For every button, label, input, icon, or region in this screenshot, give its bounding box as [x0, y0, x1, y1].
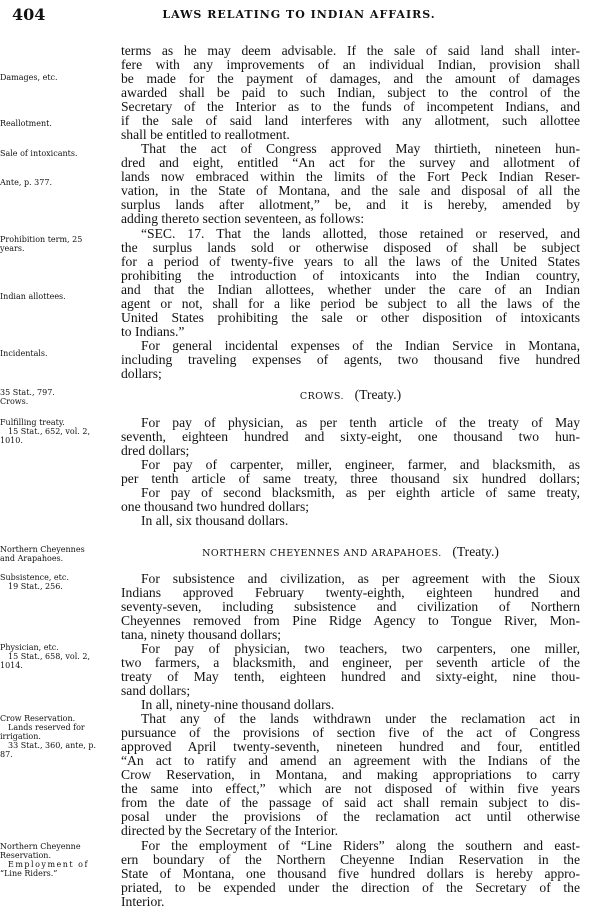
text-line: to Indians.”: [121, 325, 185, 339]
text-line: if the sale of said land interferes with any allotment, such allottee: [121, 114, 580, 128]
margin-note-prohibition-term: Prohibition term, 25 years.: [0, 235, 83, 253]
text-line: surplus lands after allotment,” be, and it is hereby, amended by: [121, 198, 580, 212]
text-line: For general incidental expenses of the Indian Service in Montana,: [141, 339, 580, 353]
text-line: terms as he may deem advisable. If the sale of said land shall inter-: [121, 44, 580, 58]
margin-note-crow-reservation: Crow Reservation. Lands reserved for irrigation. 33 Stat., 360, ante, p. 87.: [0, 714, 97, 759]
margin-note-northern-cheyennes: Northern Cheyennes and Arapahoes.: [0, 545, 85, 563]
margin-note-fulfilling-treaty: Fulfilling treaty. 15 Stat., 652, vol. 2, 1010.: [0, 418, 90, 445]
text-line: For pay of carpenter, miller, engineer, farmer, and blacksmith, as: [141, 458, 580, 472]
text-line: posal under the provisions of the reclamation act until otherwise: [121, 810, 580, 824]
text-line: treaty of May tenth, eighteen hundred and sixty-eight, nine thou-: [121, 670, 580, 684]
margin-note-line-riders: Northern Cheyenne Reservation. Employment of “Line Riders.”: [0, 842, 89, 878]
text-line: be made for the payment of damages, and the amount of damages: [121, 72, 580, 86]
margin-note-physician: Physician, etc. 15 Stat., 658, vol. 2, 1014.: [0, 643, 90, 670]
text-line: prohibiting the introduction of intoxicants into the Indian country,: [121, 269, 580, 283]
text-line: Cheyennes removed from Pine Ridge Agency to Tongue River, Mon-: [121, 614, 580, 628]
text-line: For pay of second blacksmith, as per eighth article of same treaty,: [141, 486, 580, 500]
text-line: fere with any improvements of an individual Indian, provision shall: [121, 58, 580, 72]
text-line: priated, to be expended under the direction of the Secretary of the: [121, 881, 580, 895]
text-line: two farmers, a blacksmith, and engineer, per seventh article of the: [121, 656, 580, 670]
margin-note-ante: Ante, p. 377.: [0, 178, 52, 187]
margin-note-crows: 35 Stat., 797. Crows.: [0, 388, 55, 406]
text-line: tana, ninety thousand dollars;: [121, 628, 282, 642]
text-line: ern boundary of the Northern Cheyenne Indian Reservation in the: [121, 853, 580, 867]
text-line: That any of the lands withdrawn under the reclamation act in: [141, 712, 580, 726]
text-line: seventh, eighteen hundred and sixty-eight, one thousand two hun-: [121, 430, 580, 444]
text-line: shall be entitled to reallotment.: [121, 128, 290, 142]
text-line: including traveling expenses of agents, two thousand five hundred: [121, 353, 580, 367]
section-heading-crows: CROWS. (Treaty.): [299, 387, 402, 402]
text-line: dred and eight, entitled “An act for the survey and allotment of: [121, 156, 580, 170]
text-line: That the act of Congress approved May thirtieth, nineteen hun-: [141, 142, 580, 156]
text-line: one thousand two hundred dollars;: [121, 500, 310, 514]
text-line: pursuance of the provisions of section five of the act of Congress: [121, 726, 580, 740]
margin-note-incidentals: Incidentals.: [0, 349, 48, 358]
text-line: and that the Indian allottees, whether under the care of an Indian: [121, 283, 580, 297]
text-line: directed by the Secretary of the Interior.: [121, 824, 339, 838]
text-line: vation, in the State of Montana, and the sale and disposal of all the: [121, 184, 580, 198]
text-line: For pay of physician, as per tenth article of the treaty of May: [141, 416, 580, 430]
text-line: United States prohibiting the sale or other disposition of intoxicants: [121, 311, 580, 325]
text-line: In all, ninety-nine thousand dollars.: [141, 698, 335, 712]
margin-note-damages: Damages, etc.: [0, 73, 58, 82]
text-line: per tenth article of same treaty, three thousand six hundred dollars;: [121, 472, 580, 486]
text-line: lands now embraced within the limits of the Fort Peck Indian Reser-: [121, 170, 580, 184]
text-line: “An act to ratify and amend an agreement with the Indians of the: [121, 754, 580, 768]
margin-note-indian-allottees: Indian allottees.: [0, 292, 66, 301]
text-line: adding thereto section seventeen, as follows:: [121, 212, 365, 226]
text-line: the same into effect,” which are not disposed of within five years: [121, 782, 580, 796]
text-line: sand dollars;: [121, 684, 191, 698]
text-line: agent or not, shall for a like period be subject to all the laws of the: [121, 297, 580, 311]
text-line: In all, six thousand dollars.: [141, 514, 289, 528]
text-line: For subsistence and civilization, as per agreement with the Sioux: [141, 572, 580, 586]
text-line: for a period of twenty-five years to all the laws of the United States: [121, 255, 580, 269]
running-title: LAWS RELATING TO INDIAN AFFAIRS.: [162, 8, 436, 21]
text-line: Secretary of the Interior as to the funds of incompetent Indians, and: [121, 100, 580, 114]
text-line: the surplus lands sold or otherwise disposed of shall be subject: [121, 241, 580, 255]
text-line: Crow Reservation, in Montana, and making appropriations to carry: [121, 768, 580, 782]
text-line: State of Montana, one thousand five hundred dollars is hereby appro-: [121, 867, 580, 881]
text-line: from the date of the passage of said act shall remain subject to dis-: [121, 796, 580, 810]
section-heading-northern-cheyennes: NORTHERN CHEYENNES AND ARAPAHOES. (Treaty.): [202, 544, 499, 559]
text-line: Interior.: [121, 895, 165, 909]
text-line: seventy-seven, including subsistence and civilization of Northern: [121, 600, 580, 614]
text-line: awarded shall be paid to such Indian, subject to the control of the: [121, 86, 580, 100]
text-line: For pay of physician, two teachers, two carpenters, one miller,: [141, 642, 580, 656]
text-line: dollars;: [121, 367, 162, 381]
text-line: “SEC. 17. That the lands allotted, those retained or reserved, and: [141, 227, 580, 241]
text-line: dred dollars;: [121, 444, 190, 458]
text-line: For the employment of “Line Riders” along the southern and east-: [141, 839, 580, 853]
page-number: 404: [12, 5, 46, 24]
page-header: [4, 2, 594, 24]
text-line: approved April twenty-seventh, nineteen hundred and four, entitled: [121, 740, 580, 754]
margin-note-reallotment: Reallotment.: [0, 119, 52, 128]
margin-note-sale-of-intoxicants: Sale of intoxicants.: [0, 149, 78, 158]
text-line: Indians approved February twenty-eighth, eighteen hundred and: [121, 586, 580, 600]
margin-note-subsistence: Subsistence, etc. 19 Stat., 256.: [0, 573, 69, 591]
